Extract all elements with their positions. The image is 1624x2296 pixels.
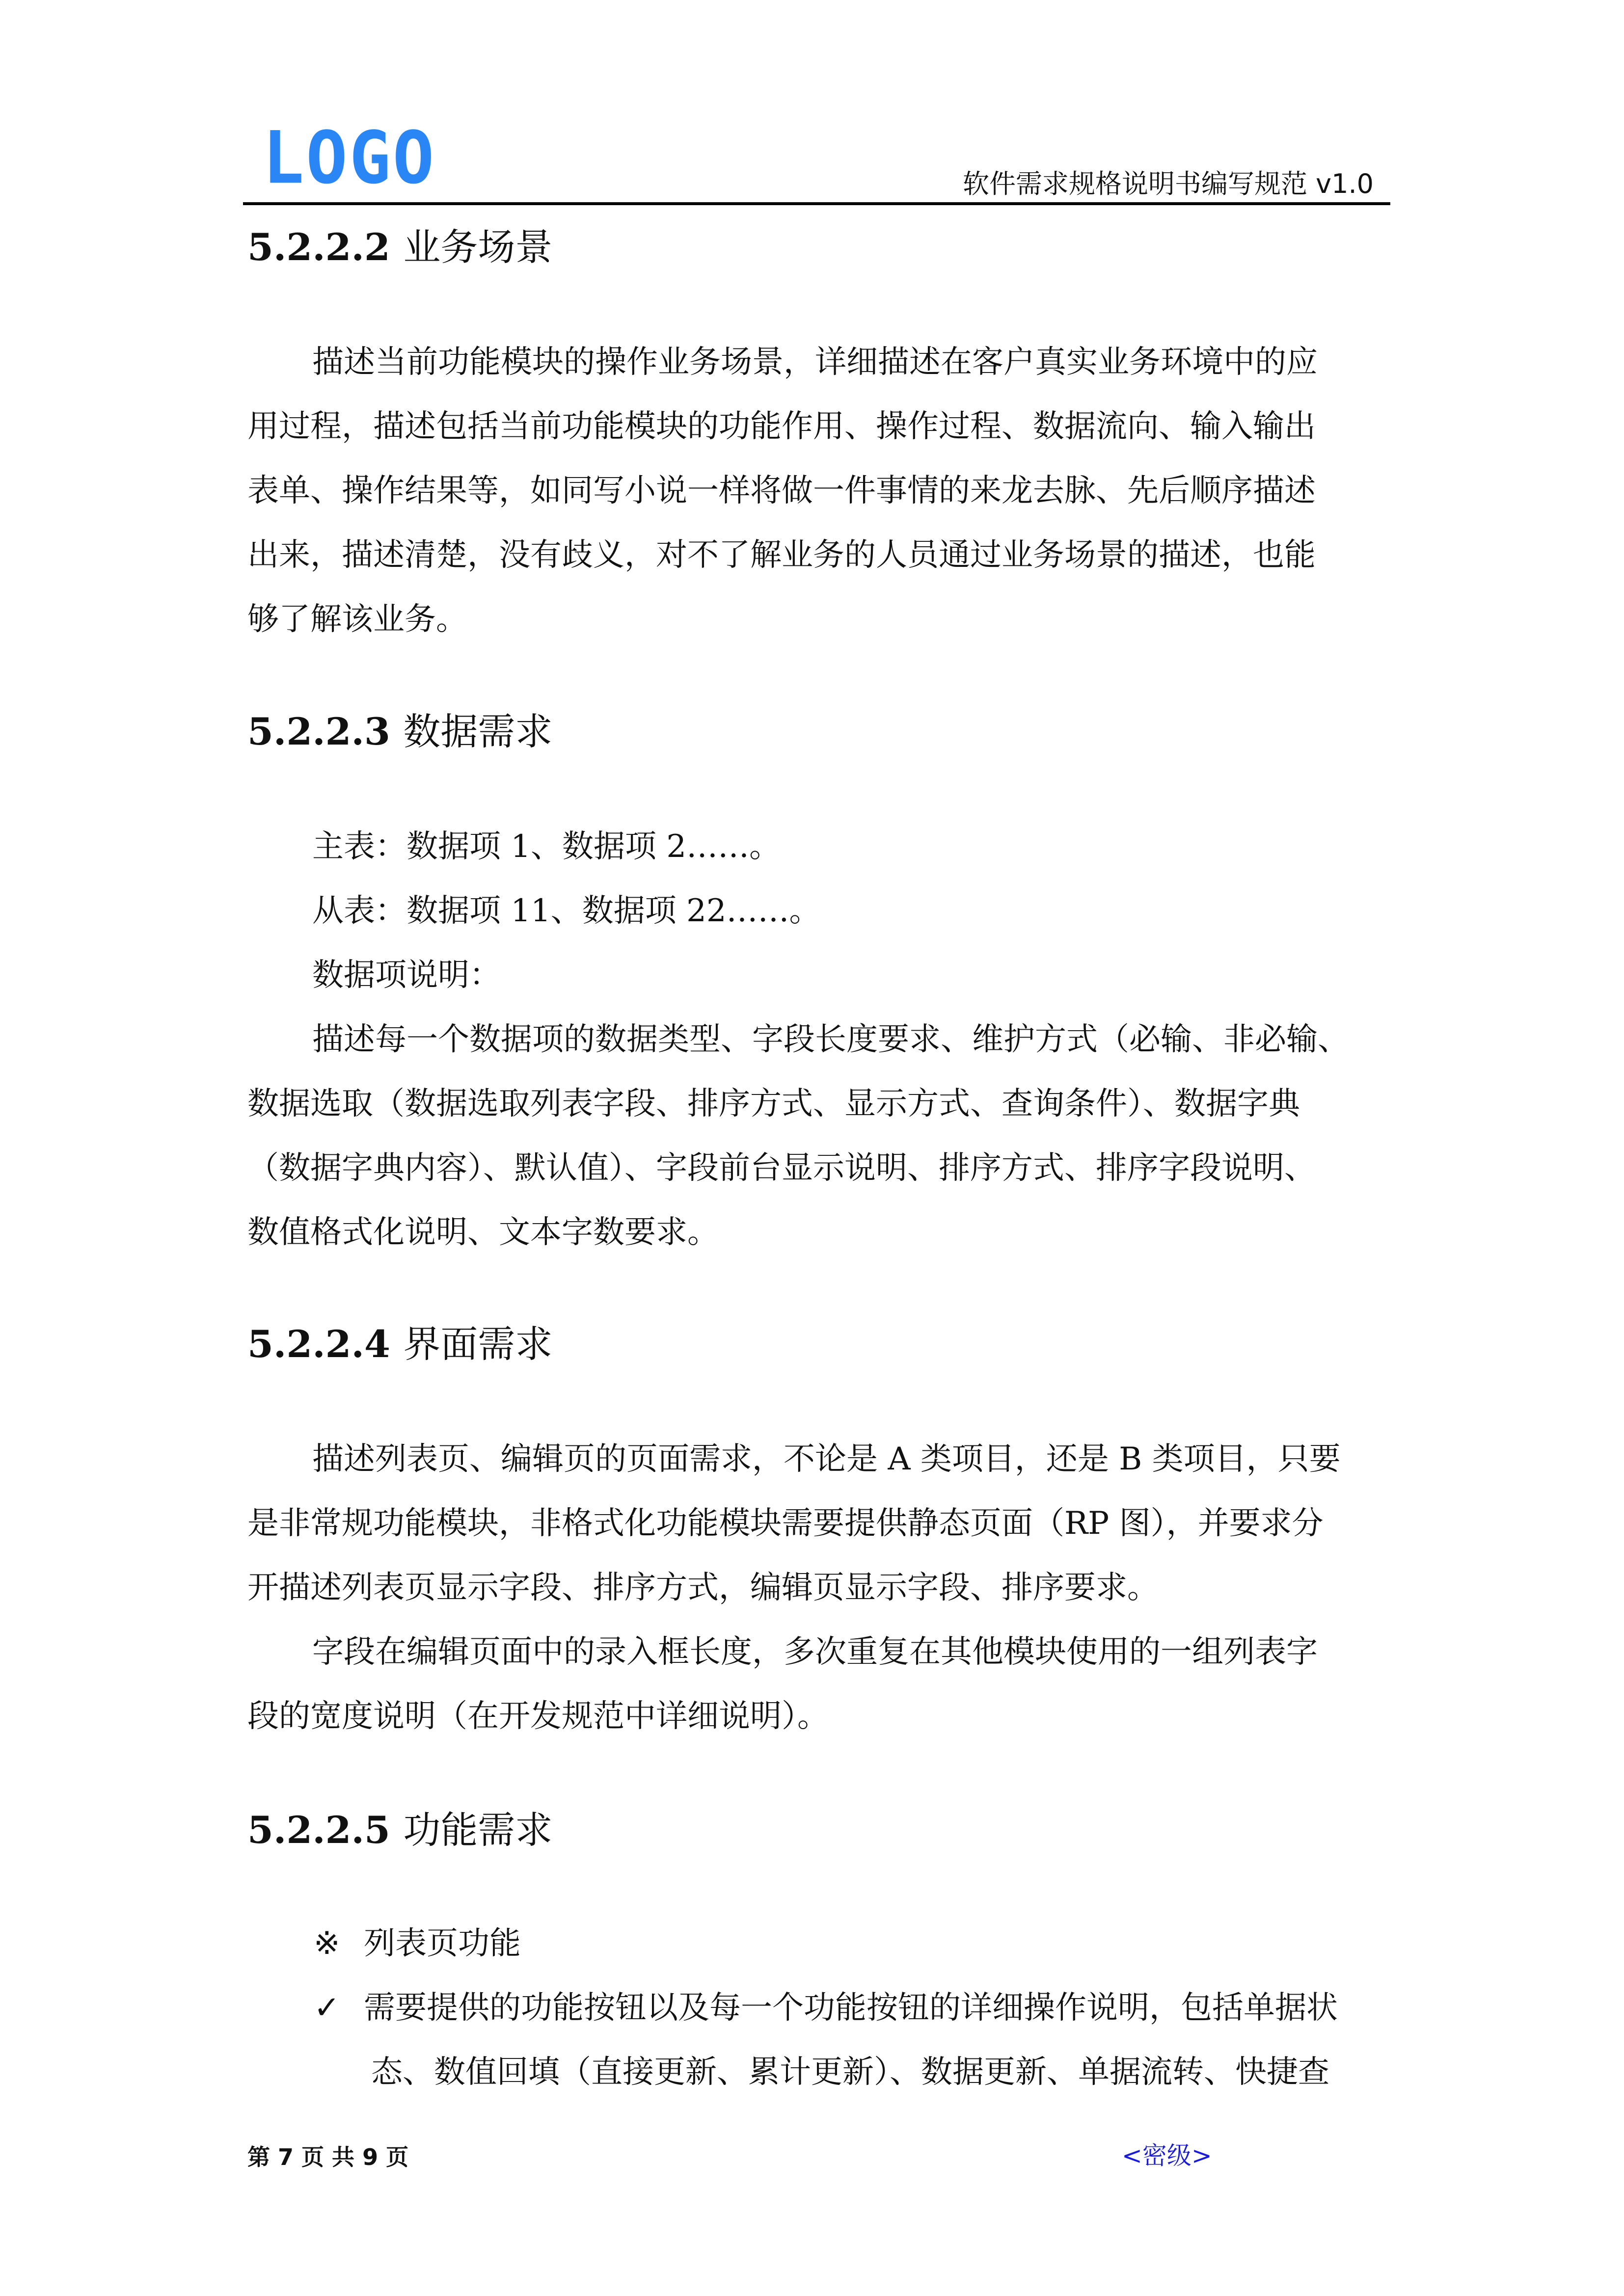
text-line: 描述每一个数据项的数据类型、字段长度要求、维护方式（必输、非必输、: [312, 1021, 1349, 1058]
paragraph: [247, 330, 1391, 652]
text-line: 用过程，描述包括当前功能模块的功能作用、操作过程、数据流向、输入输出: [247, 408, 1316, 445]
section-number: 5.2.2.5: [247, 1808, 390, 1852]
paragraph: [247, 815, 1391, 1265]
text-line: 段的宽度说明（在开发规范中详细说明）。: [247, 1698, 829, 1735]
list-item-text: 列表页功能: [364, 1925, 521, 1962]
list-item-continuation: 态、数值回填（直接更新、累计更新）、数据更新、单据流转、快捷查: [371, 2054, 1329, 2090]
text-line: （数据字典内容）、默认值）、字段前台显示说明、排序方式、排序字段说明、: [247, 1150, 1316, 1186]
section-title: 业务场景: [403, 225, 553, 269]
text-line: 数据项说明：: [312, 957, 501, 993]
list-item: [247, 1912, 1391, 1976]
section-number: 5.2.2.4: [247, 1322, 390, 1366]
section-heading: [247, 1806, 552, 1855]
text-line: 够了解该业务。: [247, 601, 467, 638]
header-rule: [243, 202, 1390, 205]
text-line: 是非常规功能模块，非格式化功能模块需要提供静态页面（RP 图），并要求分: [247, 1505, 1324, 1542]
text-line: 数值格式化说明、文本字数要求。: [247, 1214, 719, 1251]
text-line: 字段在编辑页面中的录入框长度，多次重复在其他模块使用的一组列表字: [312, 1634, 1318, 1670]
text-line: 从表：数据项 11、数据项 22……。: [312, 893, 821, 929]
section-title: 数据需求: [403, 710, 553, 753]
section-heading: [247, 223, 552, 272]
section-number: 5.2.2.3: [247, 710, 390, 753]
logo: LOGO: [263, 116, 436, 201]
header-title: 软件需求规格说明书编写规范 v1.0: [963, 168, 1374, 199]
list-item: [247, 1976, 1391, 2040]
text-line: 主表：数据项 1、数据项 2……。: [312, 828, 781, 865]
section-number: 5.2.2.2: [247, 225, 390, 269]
text-line: 开描述列表页显示字段、排序方式，编辑页显示字段、排序要求。: [247, 1570, 1159, 1606]
text-line: 数据选取（数据选取列表字段、排序方式、显示方式、查询条件）、数据字典: [247, 1086, 1300, 1122]
classification-label: <密级>: [1122, 2141, 1212, 2170]
text-line: 描述当前功能模块的操作业务场景，详细描述在客户真实业务环境中的应: [312, 344, 1318, 380]
text-line: 描述列表页、编辑页的页面需求，不论是 A 类项目，还是 B 类项目，只要: [312, 1441, 1341, 1477]
paragraph: [247, 1427, 1391, 1749]
section-title: 功能需求: [403, 1808, 553, 1852]
text-line: 表单、操作结果等，如同写小说一样将做一件事情的来龙去脉、先后顺序描述: [247, 473, 1316, 509]
text-line: 出来，描述清楚，没有歧义，对不了解业务的人员通过业务场景的描述，也能: [247, 537, 1316, 573]
section-title: 界面需求: [403, 1322, 553, 1366]
checkmark-icon: ✓: [314, 1990, 340, 2026]
reference-mark-icon: ※: [314, 1925, 340, 1962]
list-item-text: 需要提供的功能按钮以及每一个功能按钮的详细操作说明，包括单据状: [364, 1990, 1338, 2026]
section-heading: [247, 1320, 552, 1369]
list: [247, 1912, 1391, 2105]
section-heading: [247, 707, 552, 756]
page-number: 第 7 页 共 9 页: [247, 2144, 409, 2170]
